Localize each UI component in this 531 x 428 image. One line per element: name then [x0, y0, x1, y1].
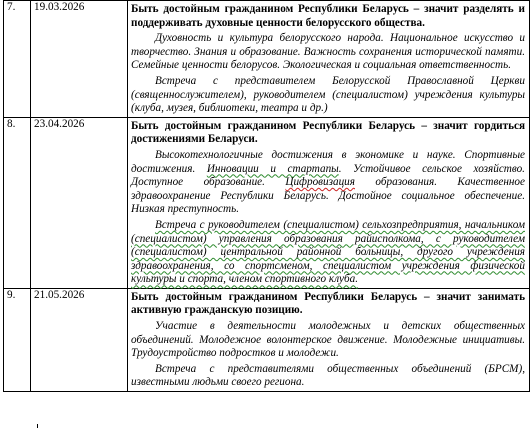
row-meeting-paragraph — [131, 219, 525, 287]
lesson-plan-table — [3, 0, 530, 392]
table-row — [4, 288, 530, 391]
grammar-marked-segment: Инновации и стартапы — [206, 162, 339, 175]
row-number: 9. — [4, 288, 31, 391]
row-date: 21.05.2026 — [31, 288, 128, 391]
row-topic: Быть достойным гражданином Республики Беларусь – значит разделять и поддерживать духовные ценности белорусского общества. — [131, 3, 525, 29]
row-number: 8. — [4, 117, 31, 288]
paragraph-segment: . Устойчивое сельское хозяйство. Доступное образование. — [131, 162, 525, 189]
row-meeting-paragraph: Встреча с представителем Белорусской Православной Церкви (священнослужителем), руководителем (специалистом) учреждения культуры (клуба, музея, библиотеки, театра и др.) — [131, 74, 525, 115]
row-date: 23.04.2026 — [31, 117, 128, 288]
spelling-marked-segment: Цифровизация — [285, 176, 355, 189]
paragraph-segment: образования. Качественное здравоохранение Республики Беларусь. Достойное социальное обеспечение. Низкая преступность. — [131, 176, 525, 216]
text-cursor — [37, 424, 38, 428]
row-meeting-paragraph: Встреча с представителями общественных объединений (БРСМ), известными людьми своего региона. — [131, 362, 525, 389]
row-content — [128, 1, 530, 118]
row-topics-paragraph: Участие в деятельности молодежных и детских общественных объединений. Молодежное волонтерское движение. Молодежные инициативы. Трудоустройство подростков и молодежи. — [131, 320, 525, 360]
grammar-marked-segment: Встреча с руководителем (специалистом) сельхозпредприятия, начальником (специалистом) управления образования райисполкома, с руководителем (специалистом) центральной районной больницы, другого учреждения здравоохранения, со спортсменом, специалистом учреждения физической культуры и спорта, членом спортивного клуба. — [131, 218, 525, 286]
row-date: 19.03.2026 — [31, 1, 128, 118]
table-row — [4, 1, 530, 118]
row-topic: Быть достойным гражданином Республики Беларусь – значит гордиться достижениями Беларуси. — [131, 119, 525, 146]
row-topics-paragraph — [131, 149, 525, 217]
row-number: 7. — [4, 1, 31, 118]
row-content — [128, 288, 530, 391]
row-topic: Быть достойным гражданином Республики Беларусь – значит занимать активную гражданскую позицию. — [131, 290, 525, 317]
paragraph-segment: Высокотехнологичные достижения в экономике и науке. Спортивные достижения. — [131, 148, 525, 175]
row-topics-paragraph: Духовность и культура белорусского народа. Национальное искусство и творчество. Знания и образование. Важность сохранения исторической памяти. Семейные ценности белорусов. Экологическая и социальная ответственность. — [131, 32, 525, 72]
row-content — [128, 117, 530, 288]
table-row — [4, 117, 530, 288]
